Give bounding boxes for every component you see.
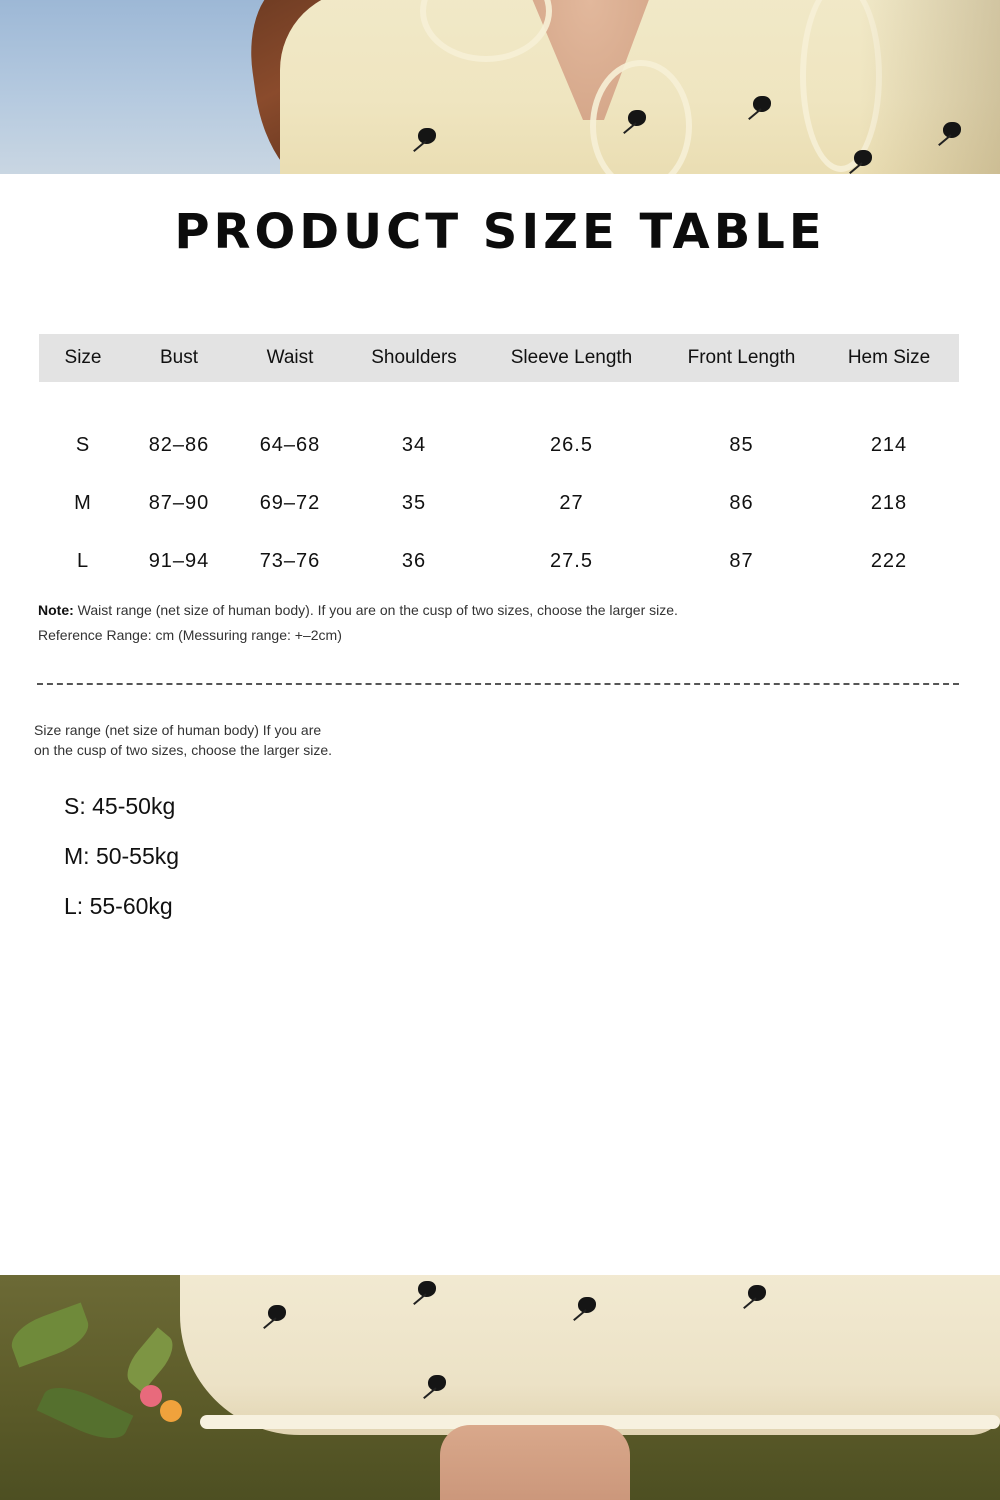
- flower-motif: [935, 122, 961, 144]
- weight-intro-line: Size range (net size of human body) If you are: [34, 722, 322, 738]
- cell-sleeve-length: 27: [559, 491, 584, 514]
- cell-front-length: 87: [729, 549, 754, 572]
- table-row: [39, 382, 959, 474]
- table-row: [39, 474, 959, 532]
- header-sleeve-length: Sleeve Length: [479, 334, 664, 382]
- foliage: [119, 1327, 181, 1392]
- flower-motif: [745, 96, 771, 118]
- weight-list: [64, 790, 179, 940]
- note-line: [38, 598, 678, 623]
- flower-blossom: [140, 1385, 162, 1407]
- cell-bust: 91–94: [148, 549, 210, 572]
- table-row: [39, 532, 959, 590]
- header-hem-size: Hem Size: [819, 334, 959, 382]
- flower-motif: [410, 128, 436, 150]
- cell-waist: 73–76: [259, 549, 321, 572]
- cell-hem-size: 214: [870, 433, 908, 456]
- weight-item-s: S: 45-50kg: [64, 793, 176, 819]
- header-front-length: Front Length: [664, 334, 819, 382]
- product-photo-top: [0, 0, 1000, 174]
- dashed-divider: [37, 683, 959, 685]
- flower-motif: [260, 1305, 286, 1327]
- size-note: [38, 598, 678, 648]
- product-photo-bottom: [0, 1275, 1000, 1500]
- cell-hem-size: 218: [870, 491, 908, 514]
- cell-size: S: [75, 433, 91, 456]
- size-chart-card: [0, 174, 1000, 1275]
- foliage: [6, 1303, 95, 1368]
- cell-waist: 69–72: [259, 491, 321, 514]
- table-header-row: [39, 334, 959, 382]
- reference-range: Reference Range: cm (Messuring range: +–2cm): [38, 627, 342, 643]
- model-leg: [440, 1425, 630, 1500]
- weight-intro-line: on the cusp of two sizes, choose the larger size.: [34, 742, 333, 758]
- header-shoulders: Shoulders: [349, 334, 479, 382]
- flower-motif: [420, 1375, 446, 1397]
- cell-waist: 64–68: [259, 433, 321, 456]
- weight-item-m: M: 50-55kg: [64, 843, 180, 869]
- note-text: Waist range (net size of human body). If you are on the cusp of two sizes, choose the larger size.: [73, 602, 678, 618]
- cell-front-length: 85: [729, 433, 754, 456]
- size-table: [39, 334, 959, 590]
- cell-sleeve-length: 26.5: [550, 433, 593, 456]
- foliage: [37, 1378, 134, 1449]
- cell-bust: 82–86: [148, 433, 210, 456]
- cell-shoulders: 34: [401, 433, 427, 456]
- header-waist: Waist: [231, 334, 349, 382]
- flower-blossom: [160, 1400, 182, 1422]
- sleeve-shadow: [860, 0, 1000, 174]
- header-size: Size: [39, 334, 127, 382]
- flower-motif: [740, 1285, 766, 1307]
- cell-sleeve-length: 27.5: [550, 549, 593, 572]
- cell-front-length: 86: [729, 491, 754, 514]
- cell-bust: 87–90: [148, 491, 210, 514]
- cell-hem-size: 222: [870, 549, 908, 572]
- weight-intro: [34, 720, 374, 760]
- weight-item-l: L: 55-60kg: [64, 893, 173, 919]
- flower-motif: [570, 1297, 596, 1319]
- flower-motif: [846, 150, 872, 172]
- note-label: Note:: [38, 602, 74, 618]
- page-title: PRODUCT SIZE TABLE: [174, 204, 826, 260]
- cell-shoulders: 36: [401, 549, 427, 572]
- cell-shoulders: 35: [401, 491, 427, 514]
- cell-size: L: [76, 549, 90, 572]
- flower-motif: [620, 110, 646, 132]
- header-bust: Bust: [127, 334, 231, 382]
- cell-size: M: [74, 491, 92, 514]
- flower-motif: [410, 1281, 436, 1303]
